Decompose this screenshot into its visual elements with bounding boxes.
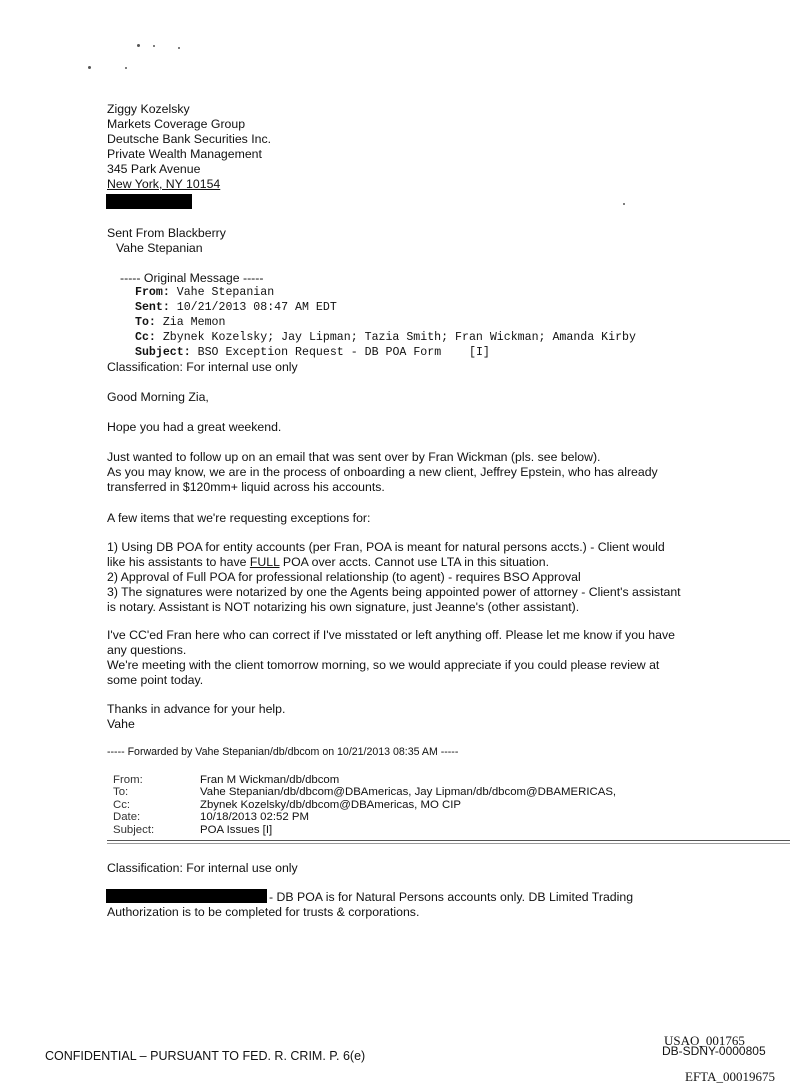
- forwarded-subject-value: POA Issues [I]: [200, 823, 273, 836]
- scan-speck: [125, 67, 127, 69]
- paragraph-1: Hope you had a great weekend.: [107, 420, 282, 434]
- signature-division: Private Wealth Management: [107, 147, 262, 161]
- forwarded-to-row: [113, 786, 616, 798]
- header-divider: [107, 843, 790, 844]
- cc-label: Cc:: [135, 331, 156, 344]
- scan-speck: [153, 45, 155, 47]
- signature-group: Markets Coverage Group: [107, 117, 246, 131]
- forwarded-date-value: 10/18/2013 02:52 PM: [200, 811, 309, 824]
- original-message-header: [135, 285, 636, 360]
- bates-usao: USAO_001765: [664, 1033, 745, 1048]
- forwarded-body-line-1: - DB POA is for Natural Persons accounts only. DB Limited Trading: [269, 890, 634, 904]
- forwarded-to-value: Vahe Stepanian/db/dbcom@DBAmericas, Jay Lipman/db/dbcom@DBAMERICAS,: [200, 786, 617, 799]
- redaction-bar: [106, 889, 267, 903]
- paragraph-2: [107, 450, 658, 495]
- forwarded-from-value: Fran M Wickman/db/dbcom: [200, 774, 340, 786]
- paragraph-4-line: I've CC'ed Fran here who can correct if I've misstated or left anything off. Please let me know if you have: [107, 628, 675, 642]
- forwarded-line: ----- Forwarded by Vahe Stepanian/db/dbcom on 10/21/2013 08:35 AM -----: [107, 746, 459, 758]
- paragraph-4: [107, 628, 675, 688]
- bates-db-sdny: DB-SDNY-0000805: [662, 1044, 766, 1058]
- forwarded-date-label: Date:: [113, 811, 141, 824]
- to-label: To:: [135, 316, 156, 329]
- to-value: Zia Memon: [162, 316, 226, 329]
- item-1-text: like his assistants to have: [107, 555, 247, 569]
- item-1-line: 1) Using DB POA for entity accounts (per Fran, POA is meant for natural persons accts.) - Client would: [107, 540, 665, 554]
- paragraph-2-line: transferred in $120mm+ liquid across his accounts.: [107, 480, 385, 494]
- forwarded-body-line-2: Authorization is to be completed for trusts & corporations.: [107, 905, 420, 919]
- item-1-full-emphasis: FULL: [249, 555, 280, 569]
- subject-label: Subject:: [135, 346, 191, 359]
- confidential-footer: CONFIDENTIAL – PURSUANT TO FED. R. CRIM. P. 6(e): [45, 1049, 366, 1063]
- scan-speck: [178, 47, 180, 49]
- paragraph-2-line: As you may know, we are in the process of onboarding a new client, Jeffrey Epstein, who has already: [107, 465, 658, 479]
- sent-from-block: [107, 226, 226, 256]
- signature-street: 345 Park Avenue: [107, 162, 201, 176]
- forwarded-to-label: To:: [113, 786, 129, 799]
- forwarded-header: [113, 774, 616, 836]
- classification: Classification: For internal use only: [107, 360, 298, 374]
- item-3-line: 3) The signatures were notarized by one the Agents being appointed power of attorney - Client's assistant: [107, 585, 681, 599]
- from-value: Vahe Stepanian: [176, 286, 275, 299]
- header-divider: [107, 840, 790, 841]
- item-1-line: [107, 555, 681, 570]
- greeting: Good Morning Zia,: [107, 390, 209, 404]
- thanks: Thanks in advance for your help.: [107, 702, 286, 716]
- forwarded-subject-label: Subject:: [113, 823, 155, 836]
- signature-name: Ziggy Kozelsky: [107, 102, 190, 116]
- from-label: From:: [135, 286, 170, 299]
- sent-from: Sent From Blackberry: [107, 226, 226, 240]
- bates-efta: EFTA_00019675: [685, 1069, 775, 1084]
- forwarded-date-row: [113, 811, 616, 823]
- cc-value: Zbynek Kozelsky; Jay Lipman; Tazia Smith; Fran Wickman; Amanda Kirby: [162, 331, 636, 344]
- closing: [107, 702, 285, 732]
- paragraph-4-line: some point today.: [107, 673, 204, 687]
- scan-speck: [137, 44, 140, 47]
- closing-name: Vahe: [107, 717, 135, 731]
- forwarded-from-label: From:: [113, 774, 143, 786]
- forwarded-cc-row: [113, 799, 616, 811]
- paragraph-4-line: We're meeting with the client tomorrow morning, so we would appreciate if you could please review at: [107, 658, 660, 672]
- paragraph-2-line: Just wanted to follow up on an email that was sent over by Fran Wickman (pls. see below).: [107, 450, 601, 464]
- sent-value: 10/21/2013 08:47 AM EDT: [176, 301, 337, 314]
- original-message-banner: ----- Original Message -----: [120, 271, 264, 285]
- forwarded-cc-value: Zbynek Kozelsky/db/dbcom@DBAmericas, MO CIP: [200, 798, 461, 811]
- signature-company: Deutsche Bank Securities Inc.: [107, 132, 272, 146]
- sender-name: Vahe Stepanian: [116, 241, 203, 255]
- item-3-line: is notary. Assistant is NOT notarizing his own signature, just Jeanne's (other assistant).: [107, 600, 580, 614]
- subject-value: BSO Exception Request - DB POA Form: [197, 346, 442, 359]
- exception-items: [107, 540, 681, 615]
- paragraph-3: A few items that we're requesting exceptions for:: [107, 511, 371, 525]
- item-2-line: 2) Approval of Full POA for professional relationship (to agent) - requires BSO Approval: [107, 570, 581, 584]
- item-1-text: POA over accts. Cannot use LTA in this situation.: [282, 555, 550, 569]
- signature-block: [107, 102, 271, 192]
- paragraph-4-line: any questions.: [107, 643, 187, 657]
- redaction-bar: [106, 194, 192, 209]
- scan-speck: [623, 203, 625, 205]
- forwarded-subject-row: [113, 824, 616, 836]
- scan-speck: [88, 66, 91, 69]
- signature-city: New York, NY 10154: [107, 177, 221, 191]
- forwarded-classification: Classification: For internal use only: [107, 861, 298, 875]
- subject-tag: [I]: [469, 346, 490, 359]
- forwarded-from-row: [113, 774, 616, 786]
- sent-label: Sent:: [135, 301, 170, 314]
- forwarded-cc-label: Cc:: [113, 798, 131, 811]
